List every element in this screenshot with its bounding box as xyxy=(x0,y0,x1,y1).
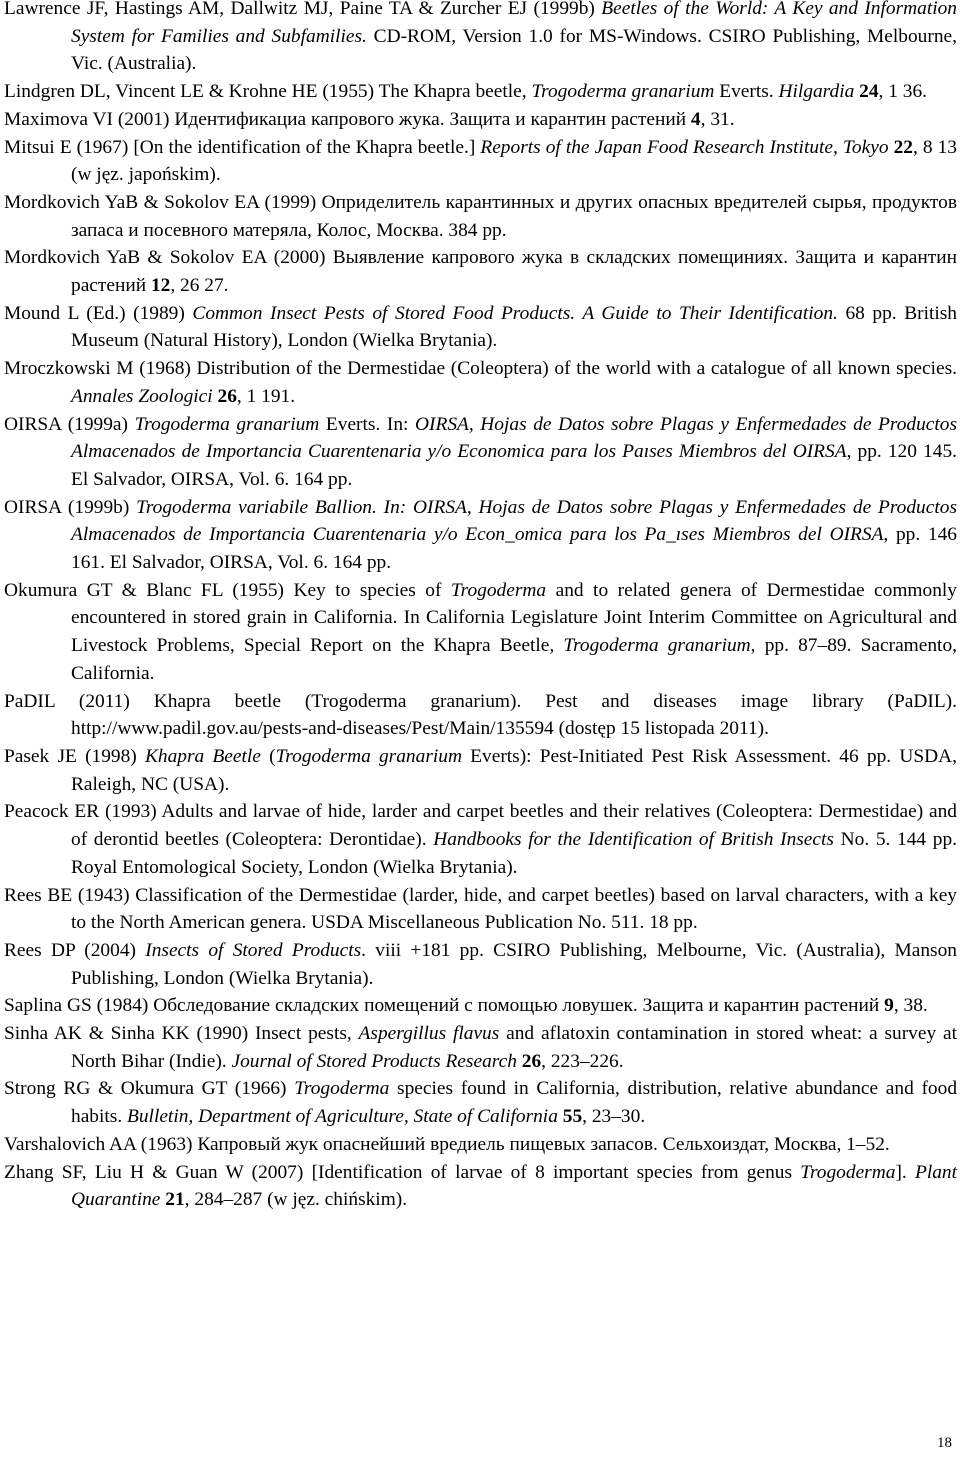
reference-entry xyxy=(4,134,957,189)
reference-text: OIRSA (1999a) xyxy=(4,413,135,435)
reference-text: Everts): Pest-Initiated Pest Risk Assessment. 46 pp. USDA, Raleigh, NC (USA). xyxy=(71,745,957,795)
reference-entry xyxy=(4,78,957,106)
reference-entry xyxy=(4,1075,957,1130)
reference-text: PaDIL (2011) Khapra beetle (Trogoderma granarium). Pest and diseases image library (PaDIL). http://www.padil.gov.au/pests-and-diseases/Pest/Main/135594 (dostęp 15 listopada 2011). xyxy=(4,690,957,740)
reference-text: Maximova VI (2001) Идентификациа капрового жука. Защита и карантин растений xyxy=(4,108,691,130)
reference-text: Lawrence JF, Hastings AM, Dallwitz MJ, Paine TA & Zurcher EJ (1999b) xyxy=(4,0,602,19)
reference-text: 68 pp. British Museum (Natural History), London (Wielka Brytania). xyxy=(71,302,957,352)
reference-italic-text: Trogoderma xyxy=(450,579,547,601)
reference-italic-text: Plant Quarantine xyxy=(71,1161,957,1211)
reference-italic-text: Hilgardia xyxy=(778,81,855,103)
reference-italic-text: Trogoderma granarium xyxy=(563,635,751,657)
reference-volume: 24 xyxy=(859,81,879,103)
reference-text: Saplina GS (1984) Обследование складских помещений с помощью ловушек. Защита и карантин растений xyxy=(4,995,885,1017)
reference-entry xyxy=(4,494,957,577)
reference-volume: 26 xyxy=(521,1050,542,1072)
reference-entry xyxy=(4,743,957,798)
reference-italic-text: Trogoderma granarium xyxy=(531,81,715,103)
reference-italic-text: Aspergillus flavus xyxy=(358,1023,500,1045)
reference-entry xyxy=(4,244,957,299)
reference-text: , 8 13 (w jęz. japońskim). xyxy=(71,136,957,186)
reference-text: . viii +181 pp. CSIRO Publishing, Melbourne, Vic. (Australia), Manson Publishing, London (Wielka Brytania). xyxy=(71,939,957,989)
reference-italic-text: Handbooks for the Identification of British Insects xyxy=(433,829,834,851)
reference-list xyxy=(4,0,957,1214)
reference-entry xyxy=(4,577,957,688)
page-number: 18 xyxy=(937,1435,952,1451)
reference-italic-text: Trogoderma granarium xyxy=(275,745,462,767)
reference-volume: 21 xyxy=(165,1189,185,1211)
reference-text: , 23–30. xyxy=(582,1106,646,1128)
reference-volume: 12 xyxy=(150,275,171,297)
reference-text: Everts. In: xyxy=(319,413,416,435)
reference-italic-text: Khapra Beetle xyxy=(144,745,261,767)
reference-entry xyxy=(4,798,957,881)
reference-text: species found in California, distribution, relative abundance and food habits. xyxy=(71,1078,958,1128)
reference-text: Strong RG & Okumura GT (1966) xyxy=(4,1078,295,1100)
reference-italic-text: Trogoderma variabile Ballion. In: OIRSA, Hojas de Datos sobre Plagas y Enfermedades de Productos Almacenados de Importancia Cuarentenaria y/o Econ_omica para los Pa_ıses Miembros del OIRSA xyxy=(71,496,957,546)
reference-italic-text: Trogoderma granarium xyxy=(134,413,320,435)
reference-volume: 9 xyxy=(884,995,894,1017)
reference-text: CD-ROM, Version 1.0 for MS-Windows. CSIRO Publishing, Melbourne, Vic. (Australia). xyxy=(71,25,957,75)
reference-entry xyxy=(4,1131,957,1159)
reference-text: Mound L (Ed.) (1989) xyxy=(4,302,193,324)
reference-entry xyxy=(4,106,957,134)
reference-text: No. 5. 144 pp. Royal Entomological Society, London (Wielka Brytania). xyxy=(71,829,957,878)
reference-text: , 26 27. xyxy=(170,275,229,297)
reference-entry xyxy=(4,189,957,244)
reference-text: Sinha AK & Sinha KK (1990) Insect pests, xyxy=(4,1023,359,1045)
reference-entry xyxy=(4,688,957,743)
reference-text: and aflatoxin contamination in stored wheat: a survey at North Bihar (Indie). xyxy=(71,1023,957,1072)
reference-text: , 284–287 (w jęz. chińskim). xyxy=(184,1189,408,1211)
reference-entry xyxy=(4,1020,957,1075)
reference-text: Mordkovich YaB & Sokolov EA (1999) Оприделитель карантинных и других опасных вредителей сырья, продуктов запаса и посевного матеряла, Колос, Москва. 384 pp. xyxy=(4,191,957,241)
reference-entry xyxy=(4,411,957,494)
reference-entry xyxy=(4,992,957,1020)
reference-text: Mordkovich YaB & Sokolov EA (2000) Выявление капрового жука в складских помещиниях. Защита и карантин растений xyxy=(4,247,957,297)
reference-italic-text: Bulletin, Department of Agriculture, State of California xyxy=(127,1106,558,1128)
reference-text: and to related genera of Dermestidae commonly encountered in stored grain in California. In California Legislature Joint Interim Committee on Agricultural and Livestock Problems, Special Report on the Khapra Beetle, xyxy=(71,579,957,657)
reference-text: ]. xyxy=(895,1161,915,1183)
reference-text: OIRSA (1999b) xyxy=(4,496,137,518)
reference-entry xyxy=(4,355,957,410)
reference-text: Lindgren DL, Vincent LE & Krohne HE (1955) The Khapra beetle, xyxy=(4,81,532,103)
reference-text: Mroczkowski M (1968) Distribution of the Dermestidae (Coleoptera) of the world with a catalogue of all known species. xyxy=(4,358,957,380)
reference-text: , pp. 146 161. El Salvador, OIRSA, Vol. 6. 164 pp. xyxy=(71,524,957,574)
reference-text: , 223–226. xyxy=(541,1050,624,1072)
reference-entry xyxy=(4,882,957,937)
reference-text: Varshalovich AA (1963) Капровый жук опаснейший вредиель пищевых запасов. Сельхоиздат, Москва, 1–52. xyxy=(4,1133,890,1155)
reference-italic-text: Beetles of the World: A Key and Information System for Families and Subfamilies. xyxy=(71,0,957,47)
reference-text: , pp. 120 145. El Salvador, OIRSA, Vol. 6. 164 pp. xyxy=(71,441,957,490)
reference-text: , 1 36. xyxy=(878,81,928,103)
reference-text: ( xyxy=(260,745,276,767)
reference-text: , 31. xyxy=(700,108,735,130)
reference-text: Rees DP (2004) xyxy=(4,939,146,961)
reference-text: Everts. xyxy=(714,81,779,103)
reference-text: Pasek JE (1998) xyxy=(4,745,145,767)
reference-text: , 1 191. xyxy=(236,385,296,407)
reference-entry xyxy=(4,1159,957,1214)
reference-entry xyxy=(4,937,957,992)
reference-entry xyxy=(4,300,957,355)
reference-italic-text: Journal of Stored Products Research xyxy=(231,1050,517,1072)
reference-text: Mitsui E (1967) [On the identification of the Khapra beetle.] xyxy=(4,136,481,158)
reference-text: Peacock ER (1993) Adults and larvae of hide, larder and carpet beetles and their relatives (Coleoptera: Dermestidae) and of derontid beetles (Coleoptera: Derontidae). xyxy=(4,801,957,851)
reference-text: Zhang SF, Liu H & Guan W (2007) [Identification of larvae of 8 important species from genus xyxy=(4,1161,801,1183)
reference-italic-text: Reports of the Japan Food Research Institute, Tokyo xyxy=(480,136,889,158)
reference-text: , 38. xyxy=(893,995,928,1017)
reference-text: Okumura GT & Blanc FL (1955) Key to species of xyxy=(4,579,451,601)
reference-text: Rees BE (1943) Classification of the Dermestidae (larder, hide, and carpet beetles) based on larval characters, with a key to the North American genera. USDA Miscellaneous Publication No. 511. 18 pp. xyxy=(4,884,957,934)
reference-volume: 55 xyxy=(562,1106,583,1128)
reference-volume: 26 xyxy=(217,385,237,407)
reference-italic-text: Trogoderma xyxy=(294,1078,390,1100)
reference-volume: 22 xyxy=(893,136,913,158)
reference-italic-text: OIRSA, Hojas de Datos sobre Plagas y Enfermedades de Productos Almacenados de Importancia Cuarentenaria y/o Economica para los Paıses Miembros del OIRSA xyxy=(71,413,958,463)
reference-volume: 4 xyxy=(690,108,701,130)
reference-entry xyxy=(4,0,957,78)
reference-italic-text: Annales Zoologici xyxy=(71,385,213,407)
reference-italic-text: Common Insect Pests of Stored Food Products. A Guide to Their Identification. xyxy=(192,302,838,324)
reference-text: , pp. 87–89. Sacramento, California. xyxy=(71,635,957,684)
reference-italic-text: Trogoderma xyxy=(800,1161,896,1183)
reference-italic-text: Insects of Stored Products xyxy=(145,939,362,961)
